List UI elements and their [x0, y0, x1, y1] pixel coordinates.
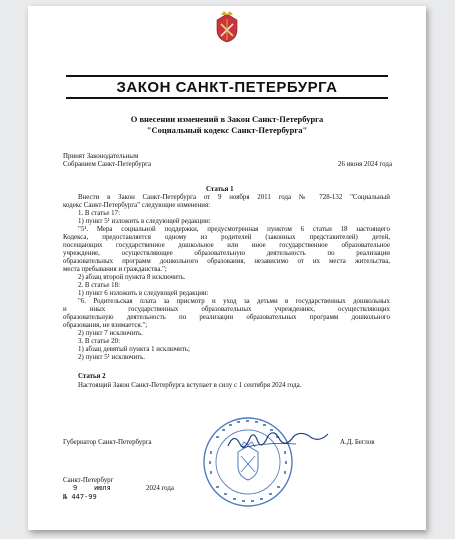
article1-line: "5¹. Мера социальной поддержки, предусмотренная пунктом 6 статьи 18 настоящего [78, 226, 390, 233]
article1-line: 1) пункт 6 изложить в следующей редакции: [78, 290, 209, 297]
article1-line: кодекс Санкт-Петербурга" следующие изменения: [63, 202, 211, 209]
article1-line: образования, не взимается."; [63, 322, 148, 329]
footer-date-day: 9 [73, 484, 78, 492]
article1-line: 1) пункт 5¹ изложить в следующей редакции: [78, 218, 211, 225]
article1-line: Кодекса, предоставляется одному из родителей (законных представителей) детей, [63, 234, 390, 241]
article1-line: 1) абзац девятый пункта 1 исключить; [78, 346, 190, 353]
document-page [28, 6, 426, 530]
title-rule-bottom [66, 97, 388, 99]
article1-heading: Статья 1 [206, 186, 234, 193]
adoption-line1: Принят Законодательным [63, 153, 139, 160]
article1-line: образовательную деятельность по реализации образовательных программ дошкольного [63, 314, 390, 321]
article1-line: учреждение, осуществляющее образовательную деятельность по реализации [63, 250, 390, 257]
law-subtitle-line1: О внесении изменений в Закон Санкт-Петербурга [130, 114, 324, 124]
article1-line: посещающих государственное дошкольное или иное государственное образовательное [63, 242, 390, 249]
adoption-line2: Собранием Санкт-Петербурга [63, 161, 152, 168]
article2-text: Настоящий Закон Санкт-Петербурга вступает в силу с 1 сентября 2024 года. [78, 382, 302, 389]
footer-date-month: июля [94, 484, 111, 492]
article1-line: образовательных программ дошкольного образования, независимо от их места жительства, [63, 258, 390, 265]
article2-heading: Статья 2 [78, 373, 106, 380]
footer-date-year: 2024 года [146, 485, 174, 492]
title-rule-top [66, 75, 388, 77]
law-title: ЗАКОН САНКТ-ПЕТЕРБУРГА [116, 79, 338, 96]
law-subtitle-line2: "Социальный кодекс Санкт-Петербурга" [146, 125, 308, 135]
governor-name: А.Д. Беглов [340, 439, 375, 446]
governor-position: Губернатор Санкт-Петербурга [63, 439, 152, 446]
article1-line: места пребывания и гражданства."; [63, 266, 167, 273]
handwritten-signature-icon [224, 426, 334, 456]
article1-line: 2) абзац второй пункта 8 исключить. [78, 274, 186, 281]
article1-line: 2. В статье 18: [78, 282, 120, 289]
article1-line: 2) пункт 7 исключить. [78, 330, 143, 337]
article1-line: 2) пункт 5¹ исключить. [78, 354, 145, 361]
footer-number: № 447-99 [63, 493, 97, 501]
article1-line: 3. В статье 20: [78, 338, 120, 345]
article1-line: "6. Родительская плата за присмотр и уход за детьми в государственных дошкольных [78, 298, 390, 305]
coat-of-arms-icon [210, 10, 244, 44]
article1-line: и иных государственных образовательных учреждениях, осуществляющих [63, 306, 390, 313]
adoption-date: 26 июня 2024 года [338, 161, 392, 168]
article1-line: Внести в Закон Санкт-Петербурга от 9 ноября 2011 года № 728-132 "Социальный [78, 194, 390, 201]
article1-line: 1. В статье 17: [78, 210, 120, 217]
footer-city: Санкт-Петербург [63, 477, 114, 484]
